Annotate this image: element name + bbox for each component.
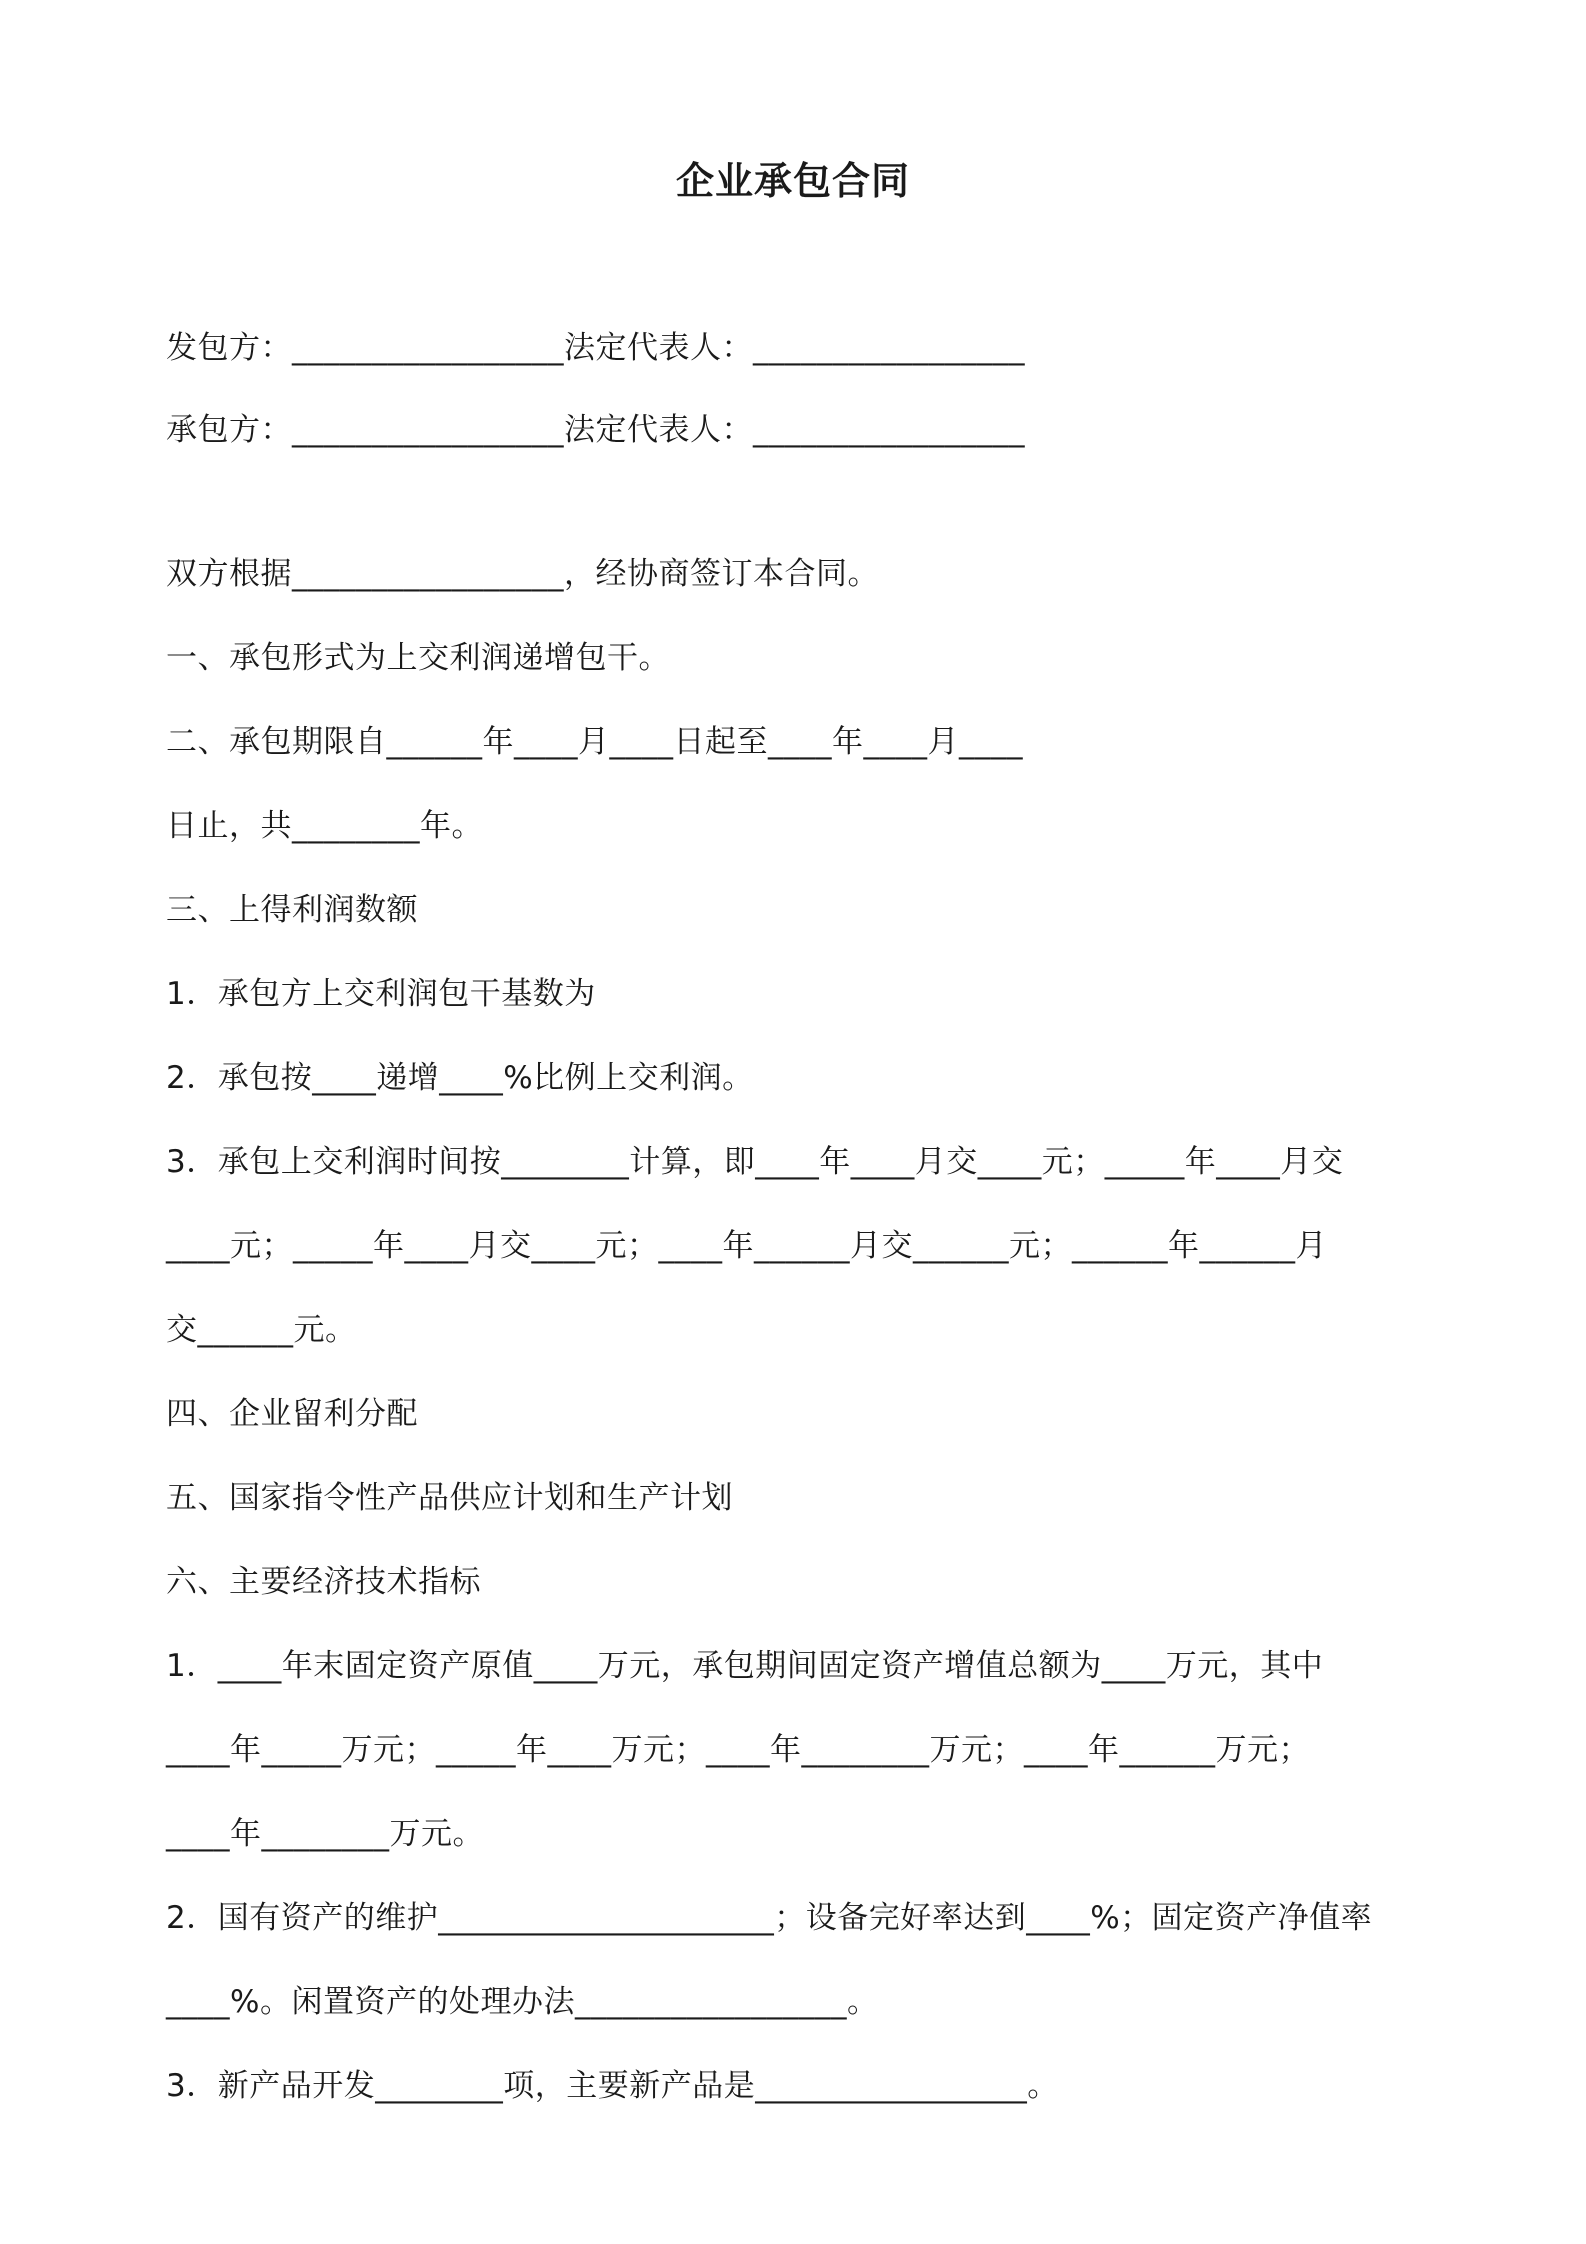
clause-3-heading: 三、上得利润数额 [166,892,418,928]
clause-4-heading: 四、企业留利分配 [166,1396,418,1432]
clause-5-heading: 五、国家指令性产品供应计划和生产计划 [166,1480,733,1516]
clause-3-item-3-line-1: 3．承包上交利润时间按________计算，即____年____月交____元；_____年____月交 [166,1144,1344,1180]
clause-6-item-1-line-1: 1．____年末固定资产原值____万元，承包期间固定资产增值总额为____万元，其中 [166,1648,1324,1684]
preamble-line: 双方根据_________________，经协商签订本合同。 [166,556,879,592]
party-a-line: 发包方：_________________法定代表人：_________________ [166,330,1025,366]
clause-6-item-2-line-2: ____%。闲置资产的处理办法_________________。 [166,1984,879,2020]
clause-3-item-2: 2．承包按____递增____%比例上交利润。 [166,1060,754,1096]
clause-2-line-1: 二、承包期限自______年____月____日起至____年____月____ [166,724,1023,760]
clause-6-item-1-line-2: ____年_____万元；_____年____万元；____年________万元；____年______万元； [166,1732,1310,1768]
clause-6-item-1-line-3: ____年________万元。 [166,1816,484,1852]
clause-1-heading: 一、承包形式为上交利润递增包干。 [166,640,670,676]
clause-6-item-2-line-1: 2．国有资产的维护_____________________；设备完好率达到____%；固定资产净值率 [166,1900,1373,1936]
party-b-line: 承包方：_________________法定代表人：_________________ [166,412,1025,448]
clause-6-item-3: 3．新产品开发________项，主要新产品是_________________。 [166,2068,1059,2104]
clause-3-item-1: 1．承包方上交利润包干基数为 [166,976,596,1012]
clause-2-line-2: 日止，共________年。 [166,808,483,844]
clause-3-item-3-line-3: 交______元。 [166,1312,357,1348]
clause-3-item-3-line-2: ____元；_____年____月交____元；____年______月交______元；______年______月 [166,1228,1327,1264]
document-title: 企业承包合同 [675,159,910,203]
clause-6-heading: 六、主要经济技术指标 [166,1564,481,1600]
